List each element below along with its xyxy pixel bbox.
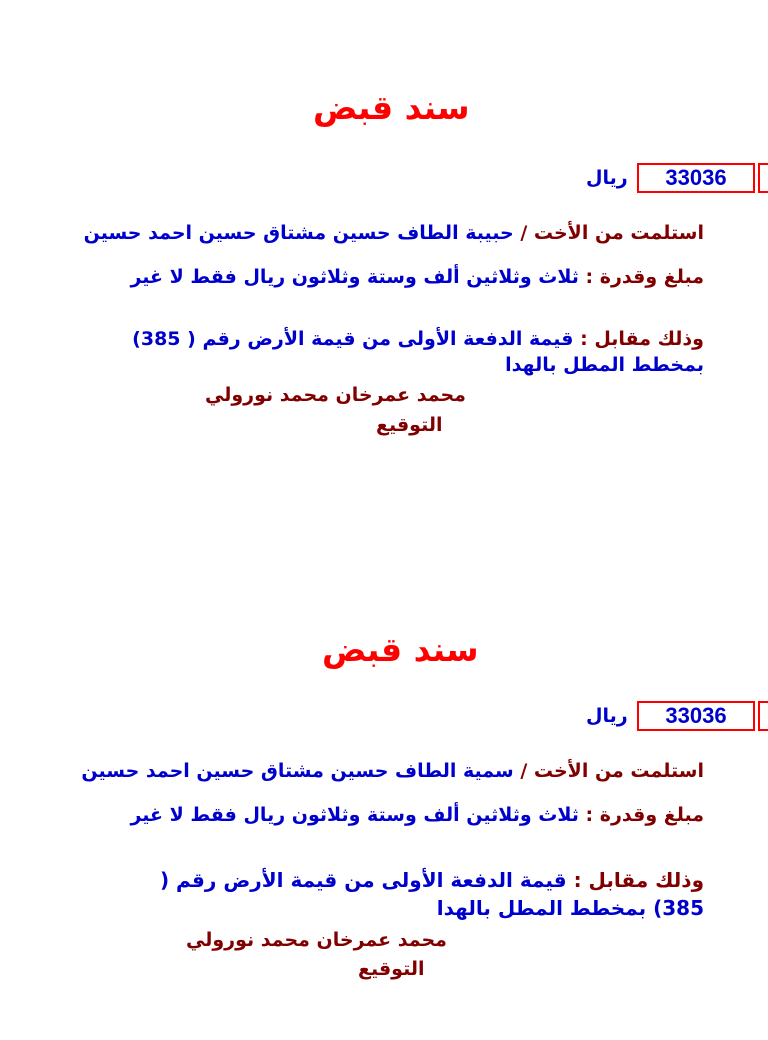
purpose-label: وذلك مقابل : xyxy=(580,328,704,350)
amount-words-value: ثلاث وثلاثين ألف وستة وثلاثون ريال فقط لا غير xyxy=(130,266,579,288)
amount-box-edge xyxy=(758,163,768,193)
receipt-2 xyxy=(0,540,768,1040)
purpose-value: قيمة الدفعة الأولى من قيمة الأرض رقم ( 385) بمخطط المطل بالهدا xyxy=(132,328,704,376)
amount-box-edge xyxy=(758,701,768,731)
purpose-line xyxy=(104,866,704,922)
signature-label: التوقيع xyxy=(376,414,443,436)
receipt-title: سند قبض xyxy=(322,630,479,669)
purpose-line xyxy=(64,326,704,378)
purpose-value: قيمة الدفعة الأولى من قيمة الأرض رقم ( 385) بمخطط المطل بالهدا xyxy=(159,868,704,920)
received-from-value: حبيبة الطاف حسين مشتاق حسين احمد حسين xyxy=(83,222,514,244)
receipt-1 xyxy=(0,0,768,500)
amount-words-value: ثلاث وثلاثين ألف وستة وثلاثون ريال فقط لا غير xyxy=(130,804,579,826)
amount-words-label: مبلغ وقدرة : xyxy=(585,266,704,288)
amount-words-label: مبلغ وقدرة : xyxy=(585,804,704,826)
amount-words-line xyxy=(130,804,704,826)
signature-label: التوقيع xyxy=(358,958,425,980)
amount-box: 33036 xyxy=(637,701,755,731)
currency-label: ريال xyxy=(586,705,628,727)
received-from-value: سمية الطاف حسين مشتاق حسين احمد حسين xyxy=(81,760,514,782)
receipt-title: سند قبض xyxy=(313,88,470,127)
signer-name: محمد عمرخان محمد نورولي xyxy=(205,384,466,406)
received-from-line xyxy=(81,760,704,782)
amount-box: 33036 xyxy=(637,163,755,193)
signer-name: محمد عمرخان محمد نورولي xyxy=(186,929,447,951)
received-from-line xyxy=(84,222,704,244)
amount-words-line xyxy=(130,266,704,288)
currency-label: ريال xyxy=(586,167,628,189)
received-from-label: استلمت من الأخت / xyxy=(520,760,704,782)
received-from-label: استلمت من الأخت / xyxy=(520,222,704,244)
purpose-label: وذلك مقابل : xyxy=(573,868,704,892)
